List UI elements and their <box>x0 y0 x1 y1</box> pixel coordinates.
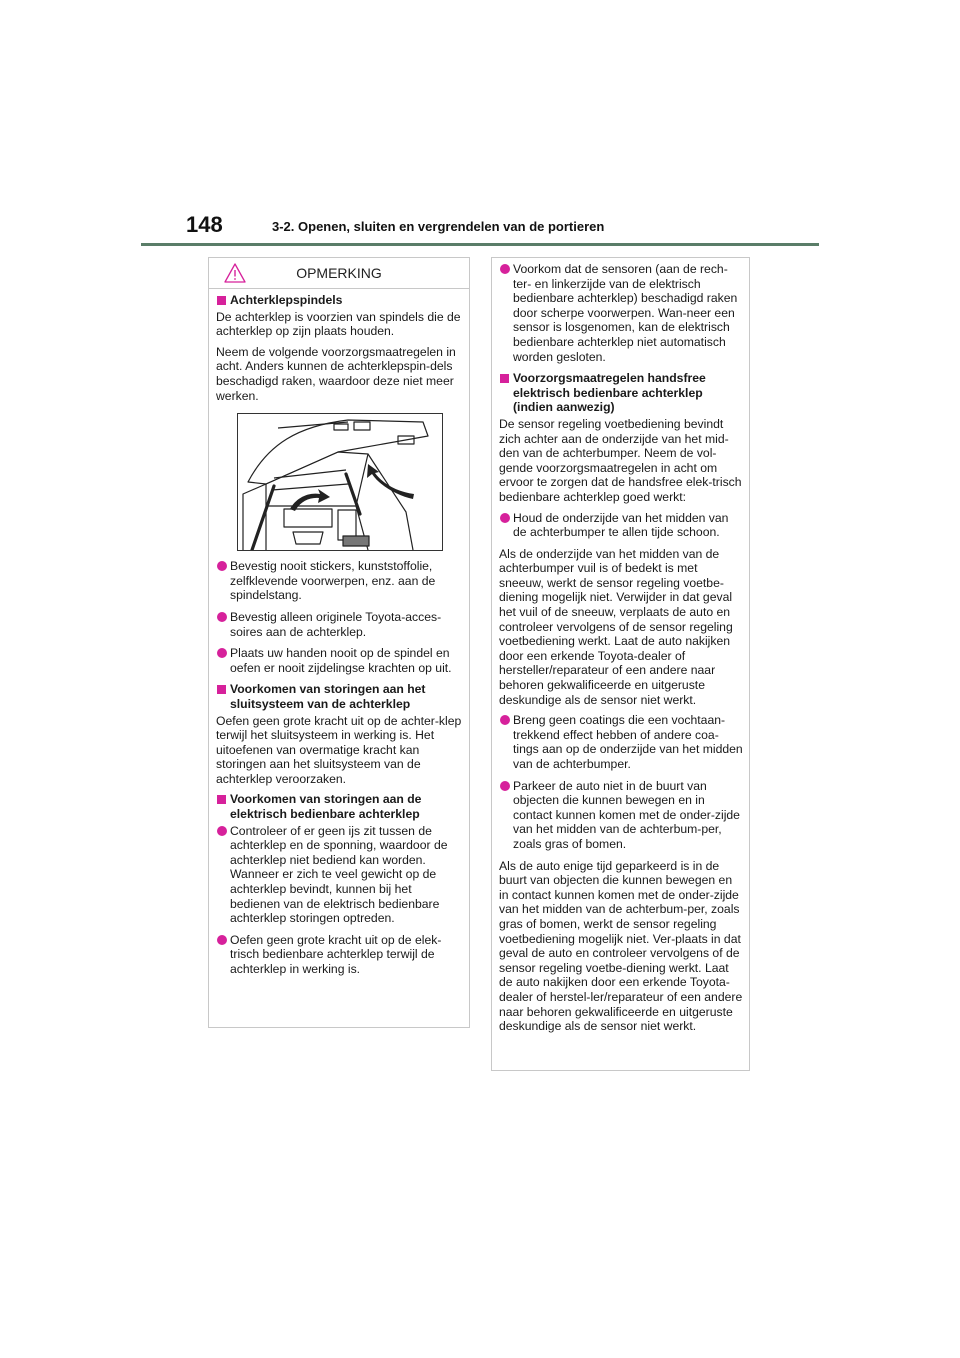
notice-box-left <box>208 257 470 1028</box>
paragraph: De sensor regeling voetbediening bevindt zich achter aan de onderzijde van het mid-den van de achterbumper. Neem de vol-gende voorzorgsmaatregelen in acht om ervoor te zorgen dat de handsfree elek-trisch bedienbare achterklep goed werkt: <box>499 416 742 504</box>
bullet-item: Breng geen coatings die een vochtaan-trekkend effect hebben of andere coa-tings aan op de onderzijde van het midden van de achterbumper. <box>499 713 743 771</box>
section-title: 3-2. Openen, sluiten en vergrendelen van de portieren <box>272 219 605 234</box>
notice-box-right <box>491 257 750 1071</box>
heading-achterklepspindels: Achterklepspindels <box>216 293 463 308</box>
bullet-item: Voorkom dat de sensoren (aan de rech-ter- en linkerzijde van de elektrisch bedienbare achterklep) beschadigd raken door scherpe voorwerpen. Wan-neer een sensor is losgenomen, kan de elektrisch bedienbare achterklep niet automatisch worden gesloten. <box>499 262 743 364</box>
notice-label: OPMERKING <box>296 265 382 281</box>
heading-sluitsysteem: Voorkomen van storingen aan het sluitsysteem van de achterklep <box>216 682 463 711</box>
bullet-item: Plaats uw handen nooit op de spindel en oefen er nooit zijdelingse krachten op uit. <box>216 646 463 675</box>
tailgate-spindle-illustration <box>237 413 443 551</box>
heading-elektrisch-bedienbare-achterklep: Voorkomen van storingen aan de elektrisch bedienbare achterklep <box>216 792 463 821</box>
paragraph: Als de auto enige tijd geparkeerd is in de buurt van objecten die kunnen bewegen en in contact kunnen komen met de onder-zijde van het midden van de achterbum-per, zoals gras of bomen, werkt de sensor regeling voetbediening mogelijk niet. Ver-plaats in dat geval de auto en controleer vervolgens of de sensor regeling voetbe-diening werkt. Laat de auto nakijken door een erkende Toyota-dealer of herstel-ler/reparateur of een andere naar behoren gekwalificeerde en uitgeruste deskundige als de sensor niet werkt. <box>499 858 743 1034</box>
bullet-item: Parkeer de auto niet in de buurt van objecten die kunnen bewegen en in contact kunnen komen met de onder-zijde van het midden van de achterbum-per, zoals gras of bomen. <box>499 779 743 852</box>
paragraph: Neem de volgende voorzorgsmaatregelen in acht. Anders kunnen de achterklepspin-dels beschadigd raken, waardoor deze niet meer werken. <box>216 344 456 403</box>
bullet-item: Bevestig alleen originele Toyota-acces-soires aan de achterklep. <box>216 610 463 639</box>
paragraph: Oefen geen grote kracht uit op de achter-klep terwijl het sluitsysteem in werking is. Het uitoefenen van overmatige kracht kan storingen aan het sluitsysteem van de achterklep veroorzaken. <box>216 713 462 786</box>
notice-body-left <box>209 289 469 977</box>
bullet-item: Controleer of er geen ijs zit tussen de achterklep en de sponning, waardoor de achterklep niet bediend kan worden. Wanneer er zich te veel gewicht op de achterklep bevindt, kunnen bij het bedienen van de elektrisch bedienbare achterklep storingen optreden. <box>216 824 463 926</box>
bullet-item: Oefen geen grote kracht uit op de elek-trisch bedienbare achterklep terwijl de achterklep in werking is. <box>216 933 463 977</box>
paragraph: Als de onderzijde van het midden van de achterbumper vuil is of bedekt is met sneeuw, werkt de sensor regeling voetbe-diening mogelijk niet. Verwijder in dat geval het vuil of de sneeuw, verplaats de auto en controleer vervolgens of de sensor regeling voetbediening werkt. Laat de auto nakijken door een erkende Toyota-dealer of hersteller/reparateur of een andere naar behoren gekwalificeerde en uitgeruste deskundige als de sensor niet werkt. <box>499 546 733 707</box>
page-number: 148 <box>186 212 223 237</box>
paragraph: De achterklep is voorzien van spindels die de achterklep op zijn plaats houden. <box>216 309 461 339</box>
notice-header <box>209 258 469 289</box>
header-rule <box>141 243 819 246</box>
heading-handsfree-achterklep: Voorzorgsmaatregelen handsfree elektrisch bedienbare achterklep (indien aanwezig) <box>499 371 743 415</box>
warning-triangle-icon <box>224 263 246 283</box>
bullet-item: Houd de onderzijde van het midden van de achterbumper te allen tijde schoon. <box>499 511 743 540</box>
bullet-item: Bevestig nooit stickers, kunststoffolie, zelfklevende voorwerpen, enz. aan de spindelstang. <box>216 559 463 603</box>
